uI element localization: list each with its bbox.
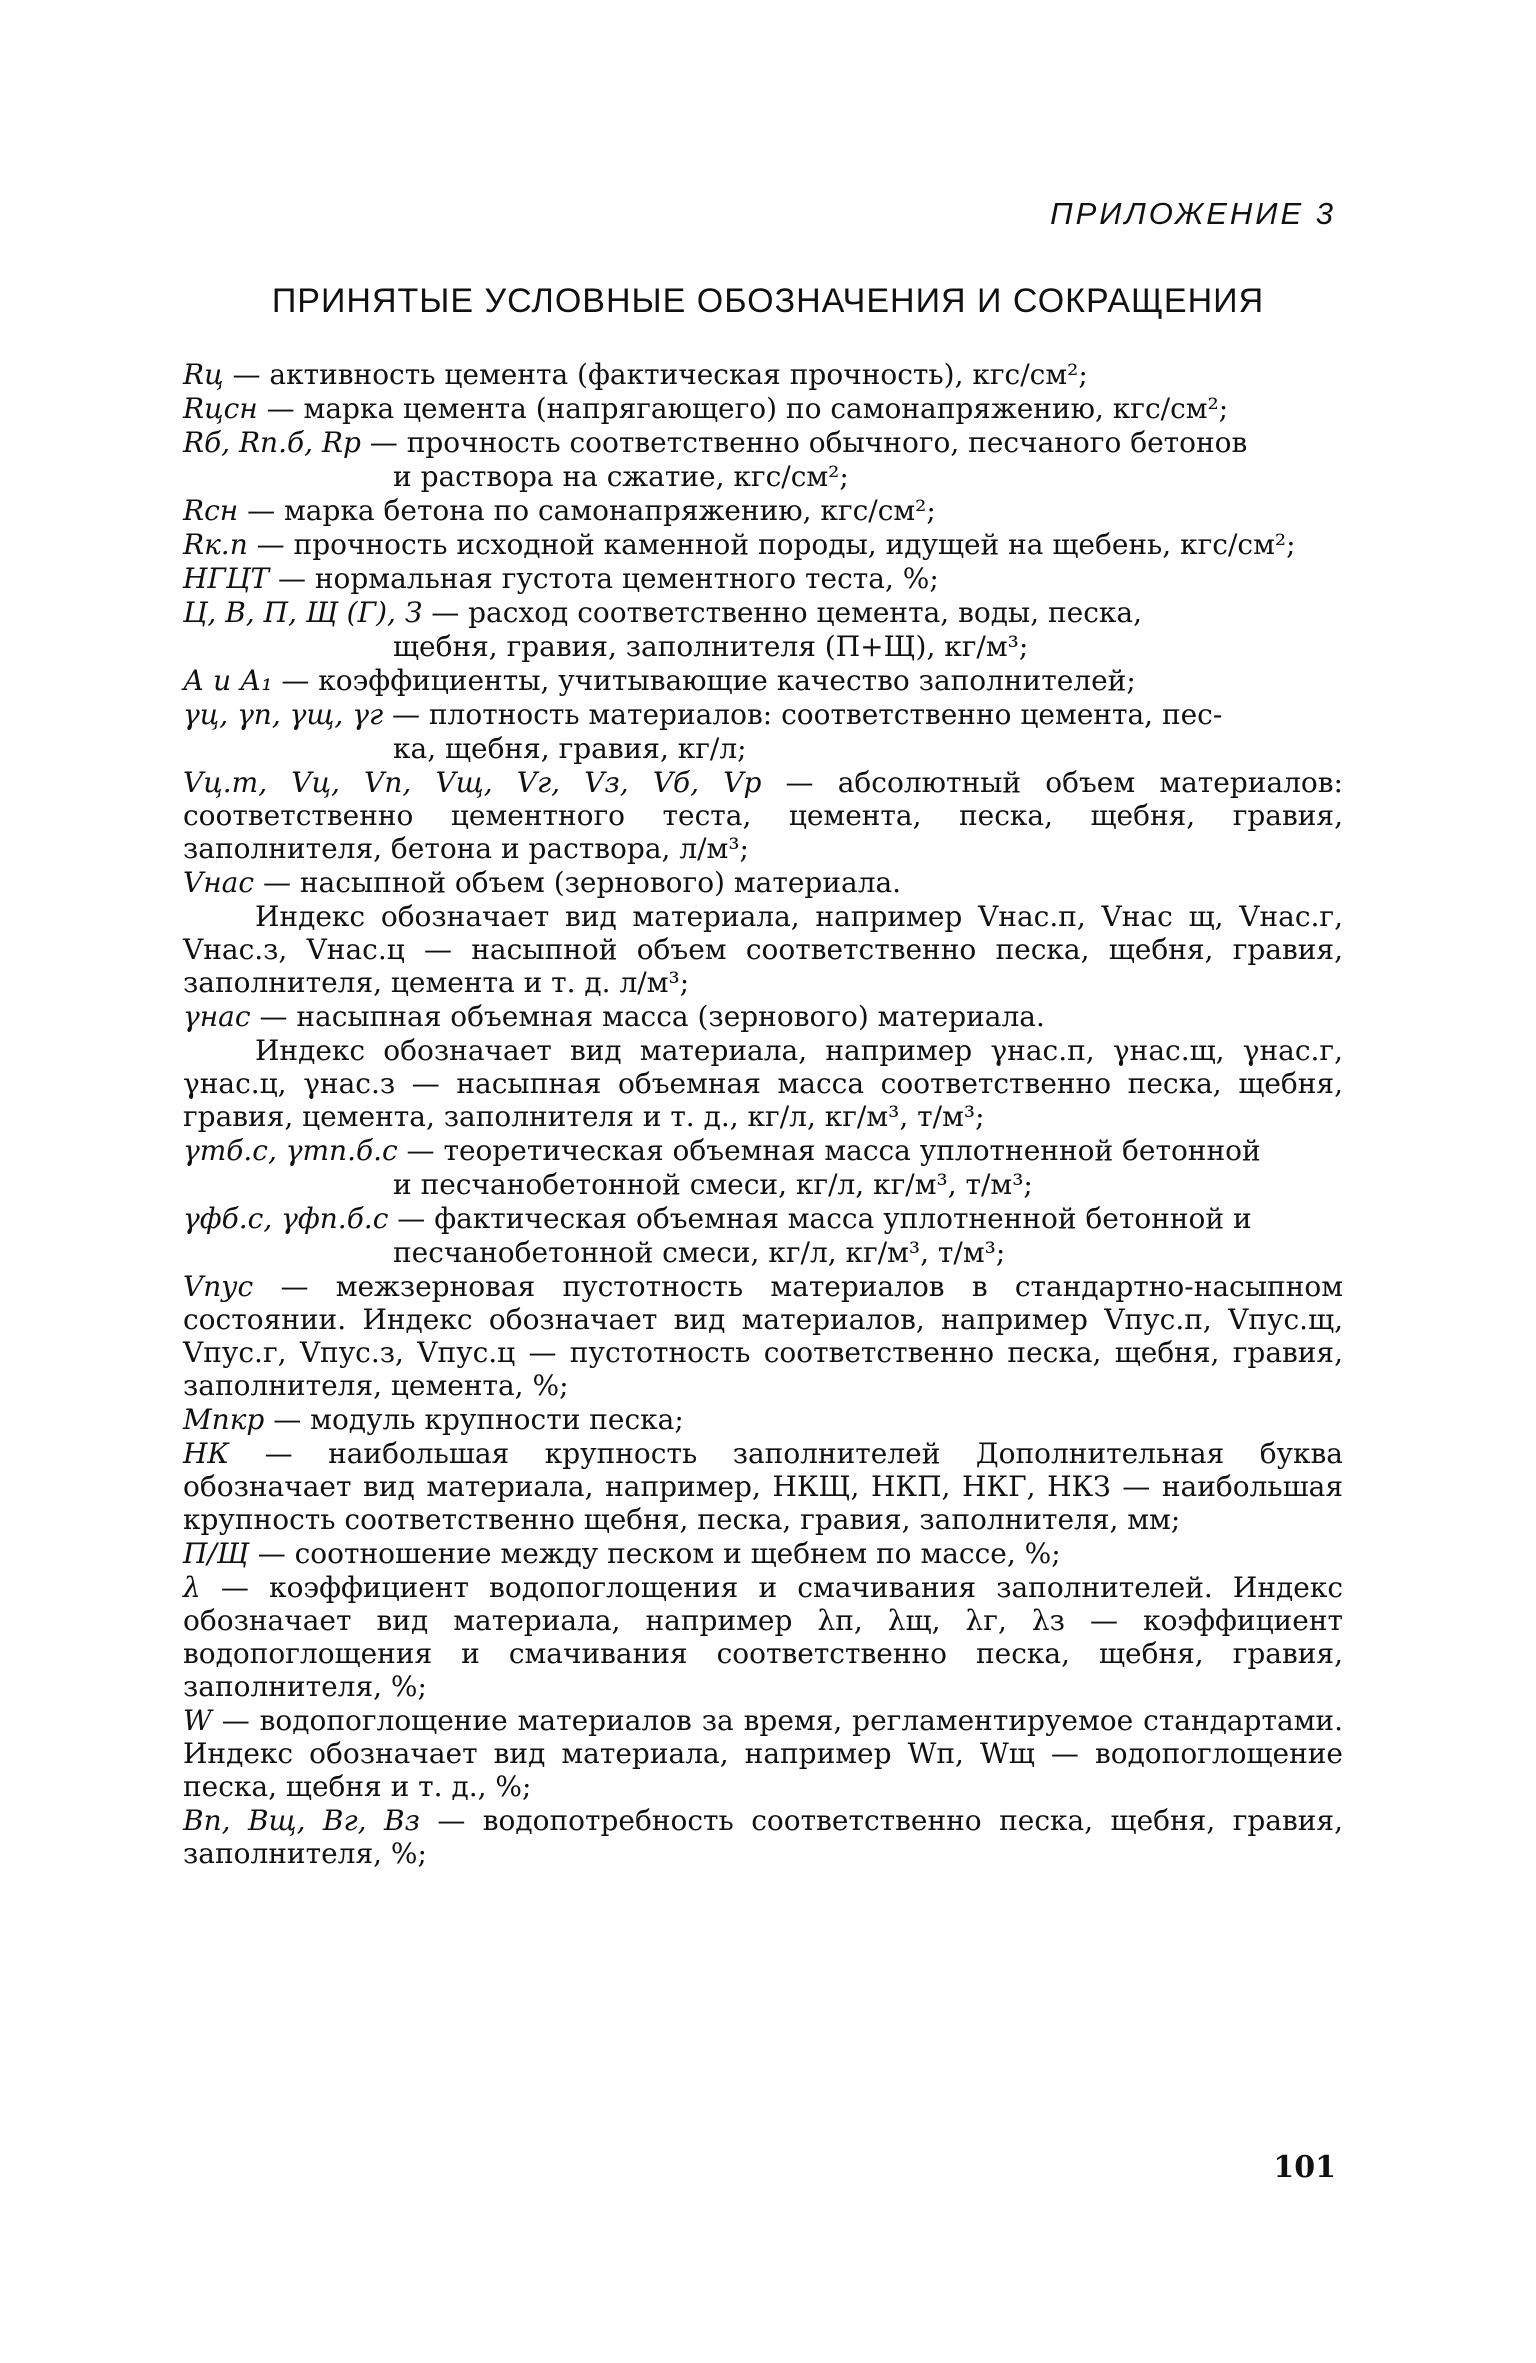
definition-symbol: Rб, Rп.б, Rр <box>183 426 361 459</box>
definition-text: — плотность материалов: соответственно цемента, пес- <box>383 698 1223 731</box>
definition-symbol: Vпус <box>183 1270 254 1303</box>
definition-item <box>183 1403 1343 1436</box>
definition-symbol: Rцсн <box>183 392 258 425</box>
appendix-label: ПРИЛОЖЕНИЕ 3 <box>1050 196 1336 231</box>
definition-text: — нормальная густота цементного теста, %; <box>269 562 939 595</box>
definition-text: — модуль крупности песка; <box>264 1403 684 1436</box>
definition-item <box>183 664 1343 697</box>
definition-item <box>183 562 1343 595</box>
definition-text: — марка цемента (напрягающего) по самонапряжению, кгс/см²; <box>257 392 1229 425</box>
definition-continuation <box>183 732 1343 765</box>
definition-item <box>183 1134 1343 1167</box>
definition-symbol: λ <box>183 1571 201 1604</box>
definition-text: — соотношение между песком и щебнем по массе, %; <box>248 1537 1061 1570</box>
definition-text: — расход соответственно цемента, воды, песка, <box>422 596 1143 629</box>
definition-text: — активность цемента (фактическая прочность), кгс/см²; <box>223 358 1088 391</box>
definition-text: — водопотребность соответственно песка, щебня, гравия, заполнителя, %; <box>183 1804 1343 1870</box>
definition-text: Индекс обозначает вид материала, например Vнас.п, Vнас щ, Vнас.г, Vнас.з, Vнас.ц — насыпной объем соответственно песка, щебня, гравия, заполнителя, цемента и т. д. л/м³; <box>183 900 1343 999</box>
definition-continuation <box>183 1168 1343 1201</box>
definition-text: — теоретическая объемная масса уплотненной бетонной <box>397 1134 1261 1167</box>
definition-continuation <box>183 1236 1343 1269</box>
definition-item <box>183 494 1343 527</box>
page-title: ПРИНЯТЫЕ УСЛОВНЫЕ ОБОЗНАЧЕНИЯ И СОКРАЩЕНИЯ <box>271 282 1265 320</box>
definition-symbol: Rц <box>183 358 224 391</box>
definition-symbol: γнас <box>183 1000 251 1033</box>
definition-item <box>183 1537 1343 1570</box>
definition-item <box>183 698 1343 731</box>
definition-text: — коэффициент водопоглощения и смачивания заполнителей. Индекс обозначает вид материала, например λп, λщ, λг, λз — коэффициент водопоглощения и смачивания соответственно песка, щебня, гравия, заполнителя, %; <box>183 1571 1343 1703</box>
definition-continuation <box>183 630 1343 663</box>
definition-item <box>183 1270 1343 1402</box>
definition-symbol: Vнас <box>183 866 255 899</box>
definition-symbol: НГЦТ <box>183 562 270 595</box>
definition-text: — марка бетона по самонапряжению, кгс/см²; <box>238 494 936 527</box>
definition-paragraph <box>183 1034 1343 1133</box>
definition-symbol: γц, γп, γщ, γг <box>183 698 384 731</box>
definition-text: щебня, гравия, заполнителя (П+Щ), кг/м³; <box>393 630 1029 663</box>
definition-text: — насыпная объемная масса (зернового) материала. <box>250 1000 1045 1033</box>
definition-symbol: Вп, Вщ, Вг, Вз <box>183 1804 420 1837</box>
definition-item <box>183 528 1343 561</box>
definition-item <box>183 426 1343 459</box>
definition-symbol: Rсн <box>183 494 239 527</box>
definition-symbol: γфб.с, γфп.б.с <box>183 1202 389 1235</box>
definition-item <box>183 1437 1343 1536</box>
definition-text: песчанобетонной смеси, кг/л, кг/м³, т/м³; <box>393 1236 1006 1269</box>
definition-text: Индекс обозначает вид материала, например γнас.п, γнас.щ, γнас.г, γнас.ц, γнас.з — насыпная объемная масса соответственно песка, щебня, гравия, цемента, заполнителя и т. д., кг/л, кг/м³, т/м³; <box>183 1034 1343 1133</box>
definition-item <box>183 766 1343 865</box>
definition-text: — коэффициенты, учитывающие качество заполнителей; <box>272 664 1136 697</box>
definition-text: — прочность соответственно обычного, песчаного бетонов <box>360 426 1248 459</box>
definition-item <box>183 1804 1343 1870</box>
definition-text: и раствора на сжатие, кгс/см²; <box>393 460 849 493</box>
definition-text: и песчанобетонной смеси, кг/л, кг/м³, т/м³; <box>393 1168 1033 1201</box>
definition-symbol: Vц.т, Vц, Vп, Vщ, Vг, Vз, Vб, Vр <box>183 766 762 799</box>
definition-text: — абсолютный объем материалов: соответственно цементного теста, цемента, песка, щебня, гравия, заполнителя, бетона и раствора, л/м³; <box>183 766 1343 865</box>
definition-item <box>183 392 1343 425</box>
definition-text: — наибольшая крупность заполнителей Дополнительная буква обозначает вид материала, например, НКЩ, НКП, НКГ, НКЗ — наибольшая крупность соответственно щебня, песка, гравия, заполнителя, мм; <box>183 1437 1343 1536</box>
definition-text: ка, щебня, гравия, кг/л; <box>393 732 747 765</box>
definition-symbol: γтб.с, γтп.б.с <box>183 1134 398 1167</box>
definition-symbol: W <box>183 1704 212 1737</box>
definitions-list <box>183 358 1343 1871</box>
definition-symbol: НК <box>183 1437 230 1470</box>
definition-text: — фактическая объемная масса уплотненной бетонной и <box>388 1202 1252 1235</box>
definition-item <box>183 1571 1343 1703</box>
page-number: 101 <box>1273 2150 1336 2185</box>
definition-symbol: П/Щ <box>183 1537 249 1570</box>
definition-continuation <box>183 460 1343 493</box>
definition-paragraph <box>183 900 1343 999</box>
definition-item <box>183 596 1343 629</box>
definition-text: — водопоглощение материалов за время, регламентируемое стандартами. Индекс обозначает вид материала, например Wп, Wщ — водопоглощение песка, щебня и т. д., %; <box>183 1704 1343 1803</box>
definition-item <box>183 1000 1343 1033</box>
definition-item <box>183 1202 1343 1235</box>
definition-item <box>183 1704 1343 1803</box>
definition-text: — прочность исходной каменной породы, идущей на щебень, кгс/см²; <box>247 528 1296 561</box>
definition-item <box>183 358 1343 391</box>
definition-symbol: А и А₁ <box>183 664 273 697</box>
definition-item <box>183 866 1343 899</box>
definition-text: — насыпной объем (зернового) материала. <box>254 866 902 899</box>
definition-symbol: Rк.п <box>183 528 248 561</box>
definition-symbol: Ц, В, П, Щ (Г), З <box>183 596 423 629</box>
definition-symbol: Mпкр <box>183 1403 265 1436</box>
definition-text: — межзерновая пустотность материалов в стандартно-насыпном состоянии. Индекс обозначает вид материалов, например Vпус.п, Vпус.щ, Vпус.г, Vпус.з, Vпус.ц — пустотность соответственно песка, щебня, гравия, заполнителя, цемента, %; <box>183 1270 1343 1402</box>
